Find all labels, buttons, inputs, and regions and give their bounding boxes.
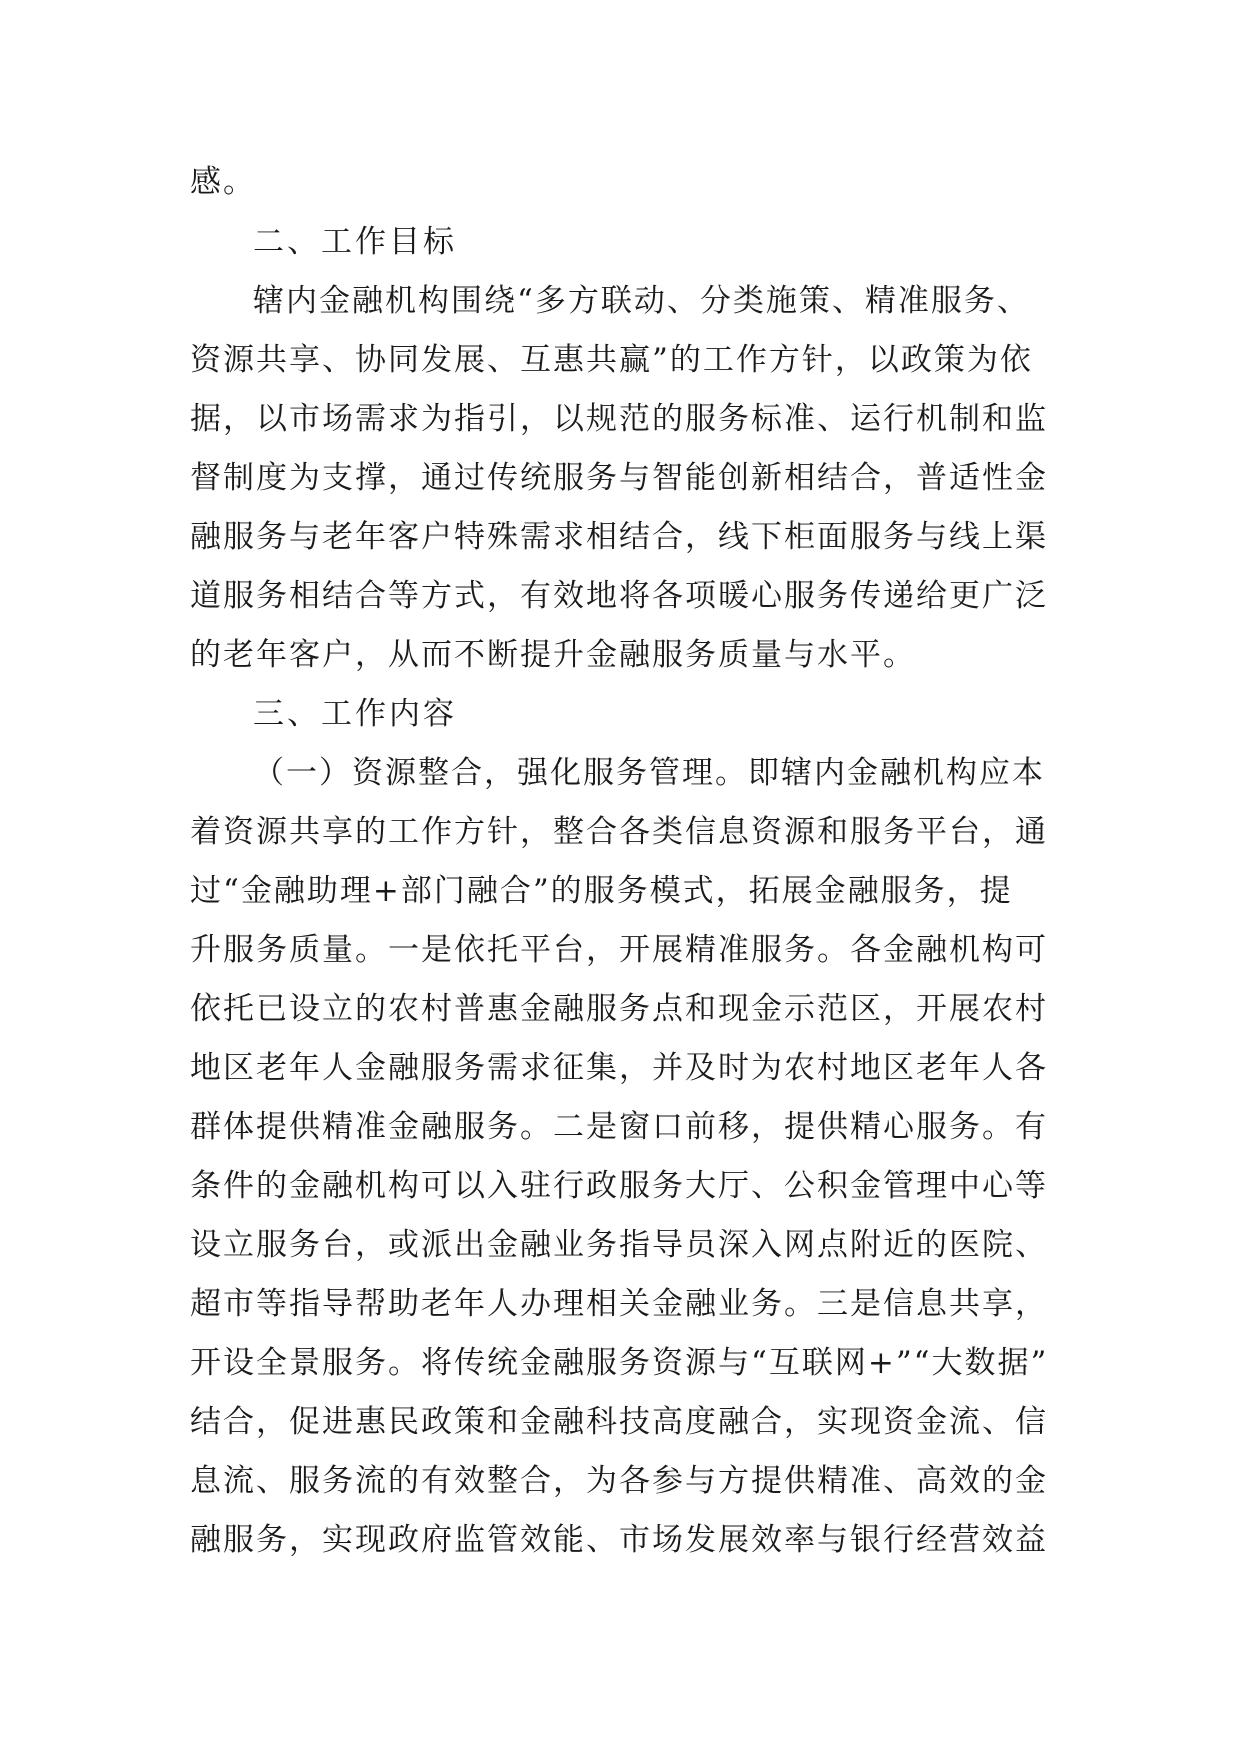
section-heading-content: 三、工作内容 bbox=[253, 696, 457, 732]
text-line: 资源共享、协同发展、互惠共赢”的工作方针，以政策为依 bbox=[190, 342, 1033, 378]
text-line: 融服务与老年客户特殊需求相结合，线下柜面服务与线上渠 bbox=[190, 519, 1048, 555]
text-line: 督制度为支撑，通过传统服务与智能创新相结合，普适性金 bbox=[190, 460, 1048, 496]
text-line: 超市等指导帮助老年人办理相关金融业务。三是信息共享， bbox=[190, 1286, 1048, 1322]
text-line: （一）资源整合，强化服务管理。即辖内金融机构应本 bbox=[253, 755, 1045, 791]
text-line: 设立服务台，或派出金融业务指导员深入网点附近的医院、 bbox=[190, 1227, 1048, 1263]
text-line: 息流、服务流的有效整合，为各参与方提供精准、高效的金 bbox=[190, 1463, 1048, 1499]
text-line: 依托已设立的农村普惠金融服务点和现金示范区，开展农村 bbox=[190, 991, 1048, 1027]
text-line: 地区老年人金融服务需求征集，并及时为农村地区老年人各 bbox=[190, 1050, 1048, 1086]
text-line: 升服务质量。一是依托平台，开展精准服务。各金融机构可 bbox=[190, 932, 1048, 968]
text-line: 道服务相结合等方式，有效地将各项暖心服务传递给更广泛 bbox=[190, 578, 1048, 614]
text-line: 条件的金融机构可以入驻行政服务大厅、公积金管理中心等 bbox=[190, 1168, 1048, 1204]
text-line: 群体提供精准金融服务。二是窗口前移，提供精心服务。有 bbox=[190, 1109, 1048, 1145]
text-line: 过“金融助理+部门融合”的服务模式，拓展金融服务，提 bbox=[190, 873, 1013, 909]
text-line: 感。 bbox=[190, 164, 256, 200]
text-line: 开设全景服务。将传统金融服务资源与“互联网+”“大数据” bbox=[190, 1345, 1049, 1381]
text-line: 据，以市场需求为指引，以规范的服务标准、运行机制和监 bbox=[190, 401, 1048, 437]
text-line: 的老年客户，从而不断提升金融服务质量与水平。 bbox=[190, 637, 916, 673]
text-line: 辖内金融机构围绕“多方联动、分类施策、精准服务、 bbox=[253, 283, 1030, 319]
text-line: 着资源共享的工作方针，整合各类信息资源和服务平台，通 bbox=[190, 814, 1048, 850]
section-heading-goals: 二、工作目标 bbox=[253, 224, 457, 260]
text-line: 融服务，实现政府监管效能、市场发展效率与银行经营效益 bbox=[190, 1522, 1048, 1558]
text-line: 结合，促进惠民政策和金融科技高度融合，实现资金流、信 bbox=[190, 1404, 1048, 1440]
